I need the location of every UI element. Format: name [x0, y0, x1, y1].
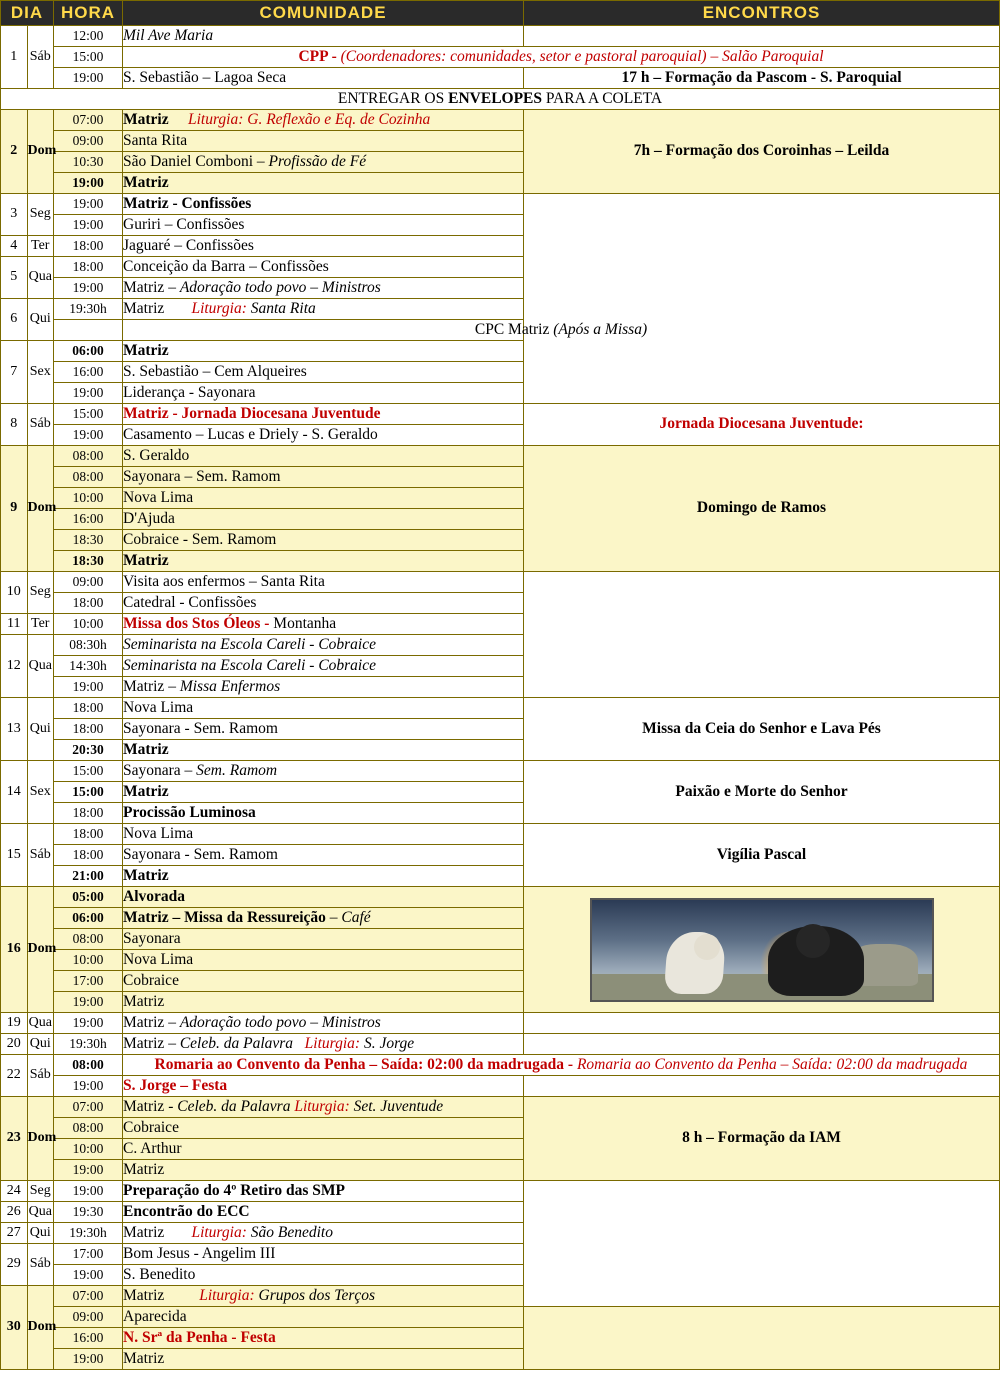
day-number: 6	[1, 299, 28, 341]
day-number: 9	[1, 446, 28, 572]
day-number: 3	[1, 194, 28, 236]
time-cell: 10:00	[54, 488, 123, 509]
time-cell: 19:00	[54, 1160, 123, 1181]
time-cell: 15:00	[54, 404, 123, 425]
table-row	[1, 572, 1000, 593]
community-cell: Mil Ave Maria	[123, 26, 524, 47]
weekday: Dom	[27, 1286, 54, 1370]
community-cell: Matriz Liturgia: Grupos dos Terços	[123, 1286, 524, 1307]
col-header-comunidade: COMUNIDADE	[123, 1, 524, 26]
community-cell: S. Sebastião – Cem Alqueires	[123, 362, 524, 383]
community-cell: Matriz	[123, 173, 524, 194]
community-cell: CPP - (Coordenadores: comunidades, setor e pastoral paroquial) – Salão Paroquial	[123, 47, 1000, 68]
community-cell: Matriz	[123, 866, 524, 887]
community-cell: Matriz – Celeb. da Palavra Liturgia: S. Jorge	[123, 1034, 524, 1055]
community-cell: Seminarista na Escola Careli - Cobraice	[123, 635, 524, 656]
table-row	[1, 110, 1000, 131]
time-cell: 18:30	[54, 530, 123, 551]
community-cell: Alvorada	[123, 887, 524, 908]
table-row	[1, 26, 1000, 47]
weekday: Dom	[27, 1097, 54, 1181]
encontros-cell: Jornada Diocesana Juventude:	[524, 404, 1000, 446]
community-cell: Matriz	[123, 341, 524, 362]
community-cell: Bom Jesus - Angelim III	[123, 1244, 524, 1265]
day-number: 8	[1, 404, 28, 446]
community-cell: Sayonara – Sem. Ramom	[123, 467, 524, 488]
time-cell: 15:00	[54, 782, 123, 803]
community-cell: Sayonara	[123, 929, 524, 950]
table-row	[1, 404, 1000, 425]
day-number: 15	[1, 824, 28, 887]
weekday: Sáb	[27, 1244, 54, 1286]
time-cell: 19:00	[54, 1349, 123, 1370]
weekday: Sáb	[27, 404, 54, 446]
encontros-cell: 17 h – Formação da Pascom - S. Paroquial	[524, 68, 1000, 89]
day-number: 7	[1, 341, 28, 404]
time-cell: 19:00	[54, 425, 123, 446]
time-cell: 10:30	[54, 152, 123, 173]
time-cell: 18:00	[54, 845, 123, 866]
community-cell: C. Arthur	[123, 1139, 524, 1160]
time-cell: 08:30h	[54, 635, 123, 656]
encontros-cell: 8 h – Formação da IAM	[524, 1097, 1000, 1181]
community-cell: Seminarista na Escola Careli - Cobraice	[123, 656, 524, 677]
time-cell: 09:00	[54, 1307, 123, 1328]
table-row	[1, 1181, 1000, 1202]
time-cell: 19:00	[54, 1013, 123, 1034]
community-cell: Matriz – Adoração todo povo – Ministros	[123, 278, 524, 299]
community-cell: Matriz - Confissões	[123, 194, 524, 215]
community-cell: Cobraice	[123, 971, 524, 992]
community-cell: Matriz – Missa Enfermos	[123, 677, 524, 698]
table-row	[1, 1307, 1000, 1328]
encontros-cell	[524, 1307, 1000, 1370]
time-cell: 19:00	[54, 68, 123, 89]
time-cell: 19:00	[54, 194, 123, 215]
community-cell: Matriz – Adoração todo povo – Ministros	[123, 1013, 524, 1034]
time-cell: 18:00	[54, 257, 123, 278]
encontros-cell	[524, 26, 1000, 47]
community-cell: Santa Rita	[123, 131, 524, 152]
time-cell: 19:00	[54, 1181, 123, 1202]
encontros-cell: Domingo de Ramos	[524, 446, 1000, 572]
col-header-encontros: ENCONTROS	[524, 1, 1000, 26]
weekday: Ter	[27, 236, 54, 257]
community-cell: S. Benedito	[123, 1265, 524, 1286]
time-cell: 21:00	[54, 866, 123, 887]
weekday: Seg	[27, 1181, 54, 1202]
time-cell: 12:00	[54, 26, 123, 47]
community-cell: N. Srª da Penha - Festa	[123, 1328, 524, 1349]
community-cell: Matriz - Celeb. da Palavra Liturgia: Set. Juventude	[123, 1097, 524, 1118]
community-cell: Encontrão do ECC	[123, 1202, 524, 1223]
table-row	[1, 1097, 1000, 1118]
table-header	[1, 1, 1000, 26]
table-row	[1, 320, 1000, 341]
encontros-cell	[524, 572, 1000, 698]
time-cell: 18:00	[54, 698, 123, 719]
weekday: Sáb	[27, 824, 54, 887]
day-number: 20	[1, 1034, 28, 1055]
day-number: 27	[1, 1223, 28, 1244]
note-row-envelopes	[1, 89, 1000, 110]
community-cell: Sayonara – Sem. Ramom	[123, 761, 524, 782]
time-cell: 10:00	[54, 950, 123, 971]
time-cell: 16:00	[54, 509, 123, 530]
weekday: Dom	[27, 110, 54, 194]
day-number: 19	[1, 1013, 28, 1034]
weekday: Qui	[27, 1223, 54, 1244]
table-row	[1, 1034, 1000, 1055]
community-cell: Cobraice - Sem. Ramom	[123, 530, 524, 551]
encontros-cell: Paixão e Morte do Senhor	[524, 761, 1000, 824]
community-cell: Matriz	[123, 782, 524, 803]
time-cell: 10:00	[54, 1139, 123, 1160]
time-cell: 07:00	[54, 1286, 123, 1307]
community-cell: Matriz – Missa da Ressureição – Café	[123, 908, 524, 929]
weekday: Qui	[27, 698, 54, 761]
time-cell: 08:00	[54, 1055, 123, 1076]
time-cell: 19:00	[54, 383, 123, 404]
encontros-cell: 7h – Formação dos Coroinhas – Leilda	[524, 110, 1000, 194]
community-cell: S. Jorge – Festa	[123, 1076, 524, 1097]
table-row	[1, 446, 1000, 467]
time-cell: 15:00	[54, 761, 123, 782]
time-cell: 07:00	[54, 110, 123, 131]
day-number: 12	[1, 635, 28, 698]
encontros-cell	[524, 1076, 1000, 1097]
community-cell: CPC Matriz (Após a Missa)	[123, 320, 1000, 341]
encontros-cell	[524, 887, 1000, 1013]
day-number: 23	[1, 1097, 28, 1181]
time-cell: 18:00	[54, 803, 123, 824]
community-cell: Matriz Liturgia: G. Reflexão e Eq. de Cozinha	[123, 110, 524, 131]
time-cell: 18:30	[54, 551, 123, 572]
table-row	[1, 761, 1000, 782]
time-cell: 17:00	[54, 971, 123, 992]
weekday: Ter	[27, 614, 54, 635]
weekday: Qua	[27, 257, 54, 299]
community-cell: Matriz	[123, 740, 524, 761]
day-number: 5	[1, 257, 28, 299]
community-cell: Matriz	[123, 992, 524, 1013]
table-row	[1, 1055, 1000, 1076]
weekday: Qui	[27, 1034, 54, 1055]
time-cell: 05:00	[54, 887, 123, 908]
time-cell: 19:00	[54, 992, 123, 1013]
weekday: Qua	[27, 635, 54, 698]
weekday: Sáb	[27, 1055, 54, 1097]
community-cell: Catedral - Confissões	[123, 593, 524, 614]
community-cell: Missa dos Stos Óleos - Montanha	[123, 614, 524, 635]
community-cell: Sayonara - Sem. Ramom	[123, 719, 524, 740]
community-cell: Procissão Luminosa	[123, 803, 524, 824]
community-cell: D'Ajuda	[123, 509, 524, 530]
table-row	[1, 47, 1000, 68]
community-cell: Nova Lima	[123, 824, 524, 845]
time-cell: 19:30h	[54, 1034, 123, 1055]
encontros-cell: Missa da Ceia do Senhor e Lava Pés	[524, 698, 1000, 761]
time-cell: 06:00	[54, 341, 123, 362]
day-number: 22	[1, 1055, 28, 1097]
time-cell: 20:30	[54, 740, 123, 761]
time-cell: 18:00	[54, 593, 123, 614]
community-cell: Visita aos enfermos – Santa Rita	[123, 572, 524, 593]
encontros-cell	[524, 1013, 1000, 1034]
community-cell: São Daniel Comboni – Profissão de Fé	[123, 152, 524, 173]
time-cell: 06:00	[54, 908, 123, 929]
community-cell: Matriz - Jornada Diocesana Juventude	[123, 404, 524, 425]
day-number: 14	[1, 761, 28, 824]
encontros-cell	[524, 1181, 1000, 1307]
time-cell: 07:00	[54, 1097, 123, 1118]
community-cell: Sayonara - Sem. Ramom	[123, 845, 524, 866]
encontros-cell	[524, 1034, 1000, 1055]
table-row	[1, 1013, 1000, 1034]
community-cell: S. Geraldo	[123, 446, 524, 467]
community-cell: Aparecida	[123, 1307, 524, 1328]
time-cell: 14:30h	[54, 656, 123, 677]
table-body	[1, 26, 1000, 1370]
day-number: 10	[1, 572, 28, 614]
weekday: Qua	[27, 1202, 54, 1223]
community-cell: S. Sebastião – Lagoa Seca	[123, 68, 524, 89]
community-cell: Casamento – Lucas e Driely - S. Geraldo	[123, 425, 524, 446]
table-row	[1, 194, 1000, 215]
time-cell: 19:00	[54, 215, 123, 236]
day-number: 11	[1, 614, 28, 635]
community-cell: Nova Lima	[123, 488, 524, 509]
table-row	[1, 824, 1000, 845]
note-envelopes: ENTREGAR OS ENVELOPES PARA A COLETA	[1, 89, 1000, 110]
community-cell: Guriri – Confissões	[123, 215, 524, 236]
time-cell: 19:30h	[54, 1223, 123, 1244]
weekday: Seg	[27, 572, 54, 614]
encontros-cell: Vigília Pascal	[524, 824, 1000, 887]
weekday: Qua	[27, 1013, 54, 1034]
community-cell: Jaguaré – Confissões	[123, 236, 524, 257]
time-cell	[54, 320, 123, 341]
table-row	[1, 887, 1000, 908]
community-cell: Matriz	[123, 551, 524, 572]
community-cell: Nova Lima	[123, 950, 524, 971]
time-cell: 08:00	[54, 929, 123, 950]
weekday: Sex	[27, 761, 54, 824]
day-number: 1	[1, 26, 28, 89]
time-cell: 19:00	[54, 1265, 123, 1286]
community-cell: Matriz	[123, 1349, 524, 1370]
col-header-dia: DIA	[1, 1, 54, 26]
time-cell: 09:00	[54, 572, 123, 593]
time-cell: 18:00	[54, 719, 123, 740]
col-header-hora: HORA	[54, 1, 123, 26]
time-cell: 08:00	[54, 446, 123, 467]
time-cell: 10:00	[54, 614, 123, 635]
time-cell: 09:00	[54, 131, 123, 152]
weekday: Sáb	[27, 26, 54, 89]
community-cell: Preparação do 4º Retiro das SMP	[123, 1181, 524, 1202]
community-cell: Matriz	[123, 1160, 524, 1181]
time-cell: 19:30h	[54, 299, 123, 320]
weekday: Qui	[27, 299, 54, 341]
community-cell: Liderança - Sayonara	[123, 383, 524, 404]
table-row	[1, 698, 1000, 719]
time-cell: 19:30	[54, 1202, 123, 1223]
day-number: 24	[1, 1181, 28, 1202]
weekday: Seg	[27, 194, 54, 236]
community-cell: Matriz Liturgia: São Benedito	[123, 1223, 524, 1244]
day-number: 2	[1, 110, 28, 194]
community-cell: Cobraice	[123, 1118, 524, 1139]
time-cell: 19:00	[54, 677, 123, 698]
weekday: Sex	[27, 341, 54, 404]
table-row	[1, 1076, 1000, 1097]
time-cell: 19:00	[54, 173, 123, 194]
day-number: 4	[1, 236, 28, 257]
day-number: 29	[1, 1244, 28, 1286]
time-cell: 18:00	[54, 236, 123, 257]
community-cell: Matriz Liturgia: Santa Rita	[123, 299, 524, 320]
time-cell: 15:00	[54, 47, 123, 68]
time-cell: 16:00	[54, 1328, 123, 1349]
community-cell: Romaria ao Convento da Penha – Saída: 02:00 da madrugada - Romaria ao Convento da Penha – Saída: 02:00 da madrugada	[123, 1055, 1000, 1076]
time-cell: 19:00	[54, 1076, 123, 1097]
encontros-cell	[524, 194, 1000, 404]
weekday: Dom	[27, 446, 54, 572]
time-cell: 16:00	[54, 362, 123, 383]
weekday: Dom	[27, 887, 54, 1013]
time-cell: 19:00	[54, 278, 123, 299]
time-cell: 17:00	[54, 1244, 123, 1265]
day-number: 26	[1, 1202, 28, 1223]
day-number: 30	[1, 1286, 28, 1370]
community-cell: Conceição da Barra – Confissões	[123, 257, 524, 278]
day-number: 16	[1, 887, 28, 1013]
time-cell: 08:00	[54, 467, 123, 488]
time-cell: 18:00	[54, 824, 123, 845]
resurrection-image	[590, 898, 934, 1002]
day-number: 13	[1, 698, 28, 761]
time-cell: 08:00	[54, 1118, 123, 1139]
table-row	[1, 68, 1000, 89]
community-cell: Nova Lima	[123, 698, 524, 719]
